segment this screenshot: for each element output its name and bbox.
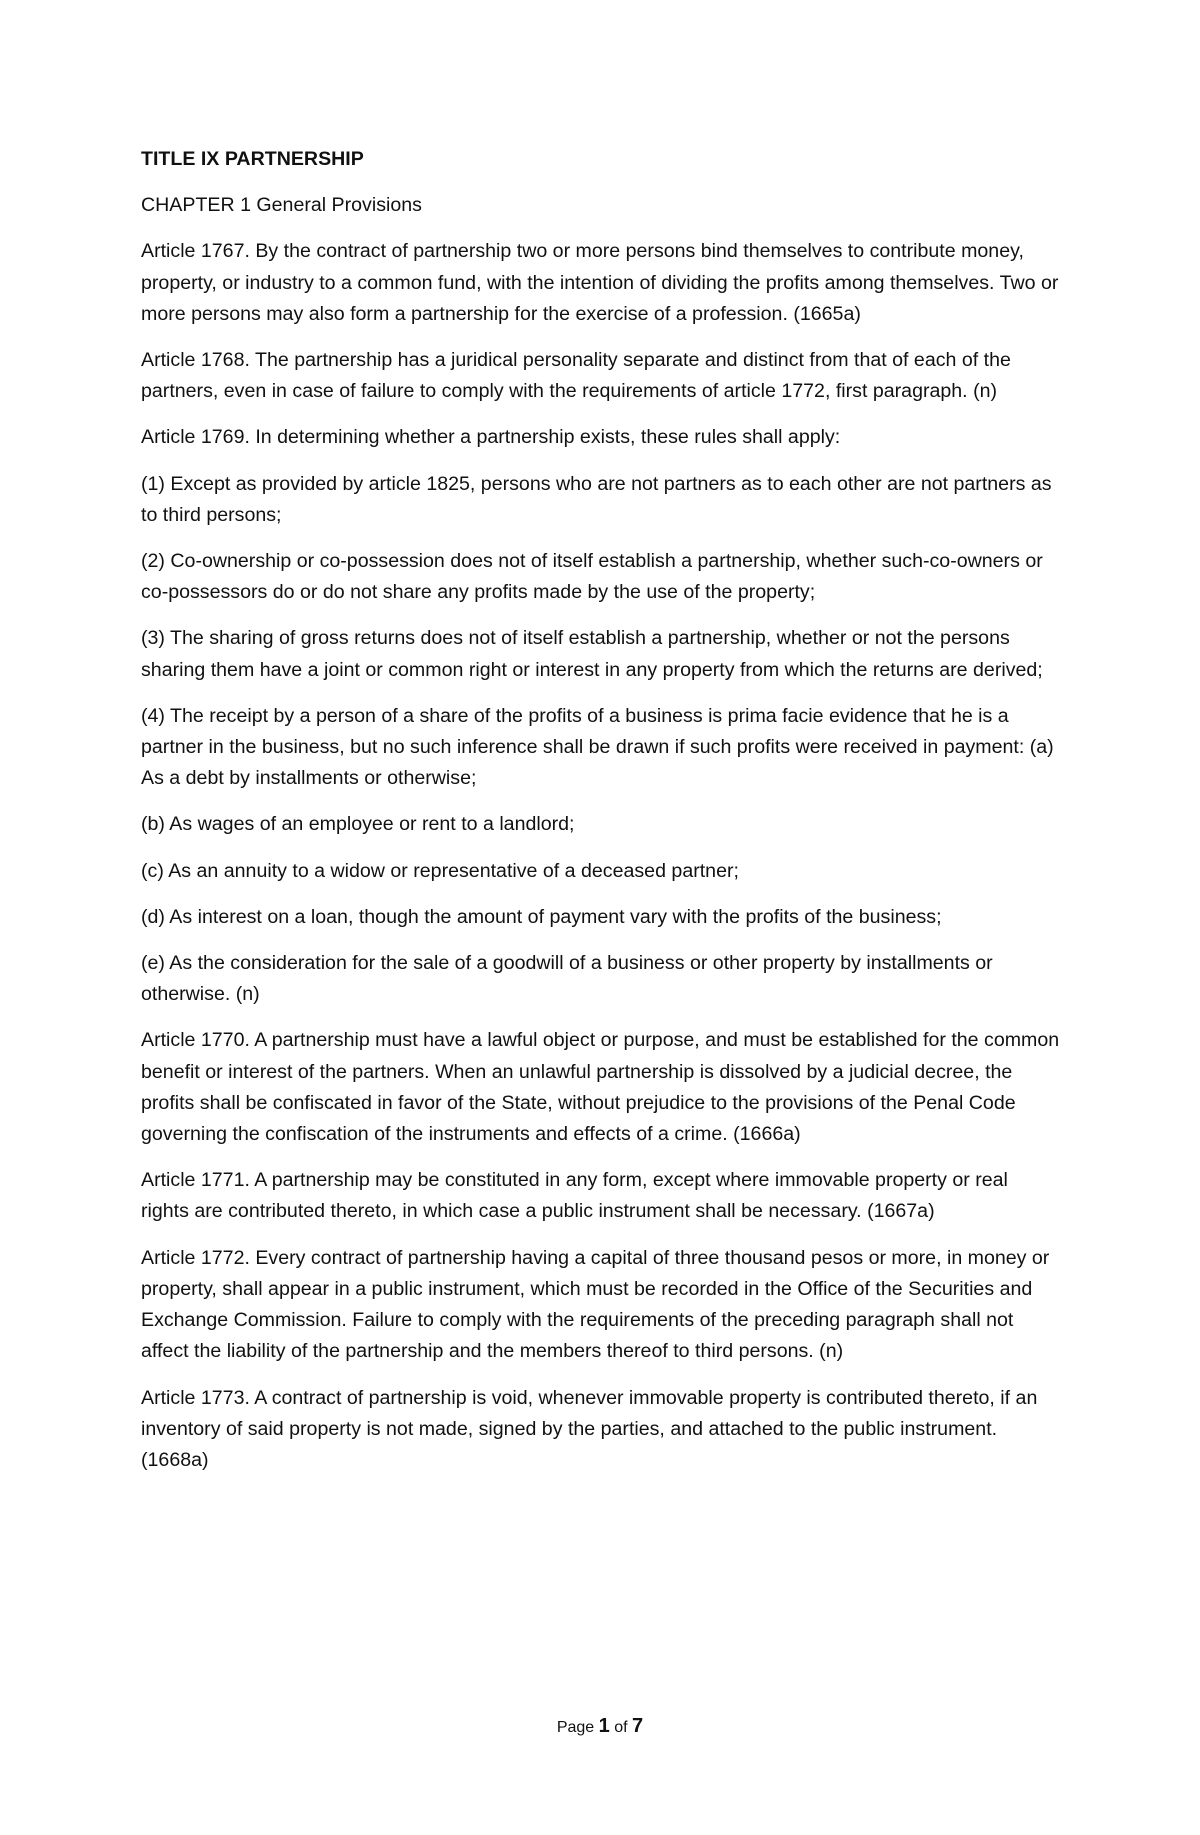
rule-4-paragraph: (4) The receipt by a person of a share of the profits of a business is prima facie evidence that he is a partner in the business, but no such inference shall be drawn if such profits were received in payment: (a) As a debt by installments or otherwise; [141,704,1054,790]
current-page-number: 1 [598,1715,610,1737]
item-e-paragraph: (e) As the consideration for the sale of a goodwill of a business or other property by installments or otherwise. (n) [141,952,993,1006]
article-1768-paragraph: Article 1768. The partnership has a juridical personality separate and distinct from that of each of the partners, even in case of failure to comply with the requirements of article 1772, first paragraph. (n) [141,349,1011,403]
article-1770-paragraph: Article 1770. A partnership must have a lawful object or purpose, and must be established for the common benefit or interest of the partners. When an unlawful partnership is dissolved by a judicial decree, the profits shall be confiscated in favor of the State, without prejudice to the provisions of the Penal Code governing the confiscation of the instruments and effects of a crime. (1666a) [141,1029,1060,1146]
article-1771-paragraph: Article 1771. A partnership may be constituted in any form, except where immovable property or real rights are contributed thereto, in which case a public instrument shall be necessary. (1667a) [141,1169,1008,1223]
item-d-paragraph: (d) As interest on a loan, though the amount of payment vary with the profits of the business; [141,905,942,928]
page-footer [0,1714,1200,1740]
article-1773-paragraph: Article 1773. A contract of partnership is void, whenever immovable property is contributed thereto, if an inventory of said property is not made, signed by the parties, and attached to the public instrument. (1668a) [141,1386,1038,1471]
rule-2-paragraph: (2) Co-ownership or co-possession does not of itself establish a partnership, whether such-co-owners or co-possessors do or do not share any profits made by the use of the property; [141,550,1043,604]
rule-3-paragraph: (3) The sharing of gross returns does not of itself establish a partnership, whether or not the persons sharing them have a joint or common right or interest in any property from which the returns are derived; [141,627,1043,681]
of-label: of [614,1719,628,1736]
page-label: Page [556,1719,595,1736]
document-title: TITLE IX PARTNERSHIP [141,148,364,170]
item-c-paragraph: (c) As an annuity to a widow or representative of a deceased partner; [141,859,739,882]
document-body [141,144,1061,1491]
total-pages-number: 7 [632,1715,644,1737]
article-1767-paragraph: Article 1767. By the contract of partnership two or more persons bind themselves to contribute money, property, or industry to a common fund, with the intention of dividing the profits among themselves. Two or more persons may also form a partnership for the exercise of a profession. (1665a) [141,240,1059,325]
rule-1-paragraph: (1) Except as provided by article 1825, persons who are not partners as to each other are not partners as to third persons; [141,472,1052,526]
chapter-heading: CHAPTER 1 General Provisions [141,194,422,217]
article-1769-paragraph: Article 1769. In determining whether a partnership exists, these rules shall apply: [141,426,841,449]
item-b-paragraph: (b) As wages of an employee or rent to a landlord; [141,813,575,836]
article-1772-paragraph: Article 1772. Every contract of partnership having a capital of three thousand pesos or more, in money or property, shall appear in a public instrument, which must be recorded in the Office of the Securities and Exchange Commission. Failure to comply with the requirements of the preceding paragraph shall not affect the liability of the partnership and the members thereof to third persons. (n) [141,1246,1050,1363]
